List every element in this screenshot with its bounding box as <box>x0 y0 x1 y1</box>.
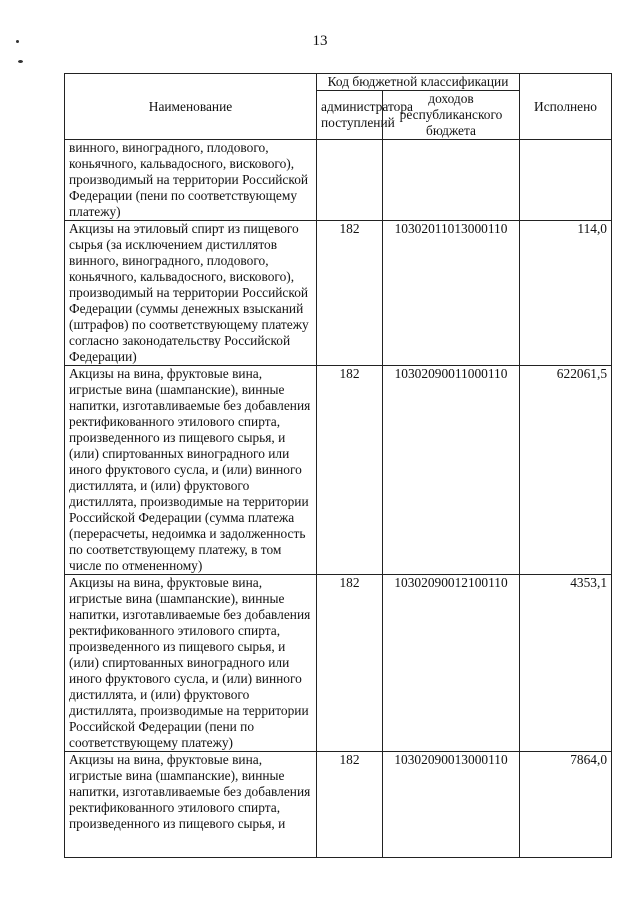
row-name: Акцизы на этиловый спирт из пищевого сырья (за исключением дистиллятов винного, виноградного, плодового, коньячного, кальвадосного, вискового), производимый на территории Российской Федерации (суммы денежных взысканий (штрафов) по соответствующему платежу согласно законодательству Российской Федерации) <box>65 221 317 366</box>
row-revenue-code: 10302090012100110 <box>383 575 520 752</box>
row-name: Акцизы на вина, фруктовые вина, игристые вина (шампанские), винные напитки, изготавливаемые без добавления ректификованного этилового спирта, произведенного из пищевого сырья, и (или) спиртованных виноградного или иного фруктового сусла, и (или) винного дистиллята, и (или) фруктового дистиллята, производимые на территории Российской Федерации (сумма платежа (перерасчеты, недоимка и задолженность по соответствующему платежу, в том числе по отмененному) <box>65 366 317 575</box>
row-amount <box>520 140 612 221</box>
scan-speck <box>18 60 23 63</box>
table-row <box>65 575 612 752</box>
row-revenue-code: 10302090011000110 <box>383 366 520 575</box>
table-row <box>65 366 612 575</box>
header-administrator: администратора поступлений <box>317 91 383 140</box>
row-admin-code <box>317 140 383 221</box>
row-revenue-code: 10302011013000110 <box>383 221 520 366</box>
scan-speck <box>16 40 19 43</box>
row-amount: 7864,0 <box>520 752 612 858</box>
header-budget-code-group: Код бюджетной классификации <box>317 74 520 91</box>
row-admin-code: 182 <box>317 221 383 366</box>
budget-revenue-table <box>64 73 612 858</box>
row-admin-code: 182 <box>317 575 383 752</box>
row-amount: 4353,1 <box>520 575 612 752</box>
header-name: Наименование <box>65 74 317 140</box>
table-row <box>65 140 612 221</box>
row-name: винного, виноградного, плодового, коньячного, кальвадосного, вискового), производимый на территории Российской Федерации (пени по соответствующему платежу) <box>65 140 317 221</box>
row-admin-code: 182 <box>317 366 383 575</box>
row-amount: 114,0 <box>520 221 612 366</box>
row-revenue-code <box>383 140 520 221</box>
row-name: Акцизы на вина, фруктовые вина, игристые вина (шампанские), винные напитки, изготавливаемые без добавления ректификованного этилового спирта, произведенного из пищевого сырья, и <box>65 752 317 858</box>
row-amount: 622061,5 <box>520 366 612 575</box>
row-admin-code: 182 <box>317 752 383 858</box>
table-row <box>65 752 612 858</box>
row-revenue-code: 10302090013000110 <box>383 752 520 858</box>
header-executed: Исполнено <box>520 74 612 140</box>
page-number: 13 <box>312 33 328 49</box>
header-revenue: доходов республиканского бюджета <box>383 91 520 140</box>
table-row <box>65 221 612 366</box>
row-name: Акцизы на вина, фруктовые вина, игристые вина (шампанские), винные напитки, изготавливаемые без добавления ректификованного этилового спирта, произведенного из пищевого сырья, и (или) спиртованных виноградного или иного фруктового сусла, и (или) винного дистиллята, и (или) фруктового дистиллята, производимые на территории Российской Федерации (пени по соответствующему платежу) <box>65 575 317 752</box>
